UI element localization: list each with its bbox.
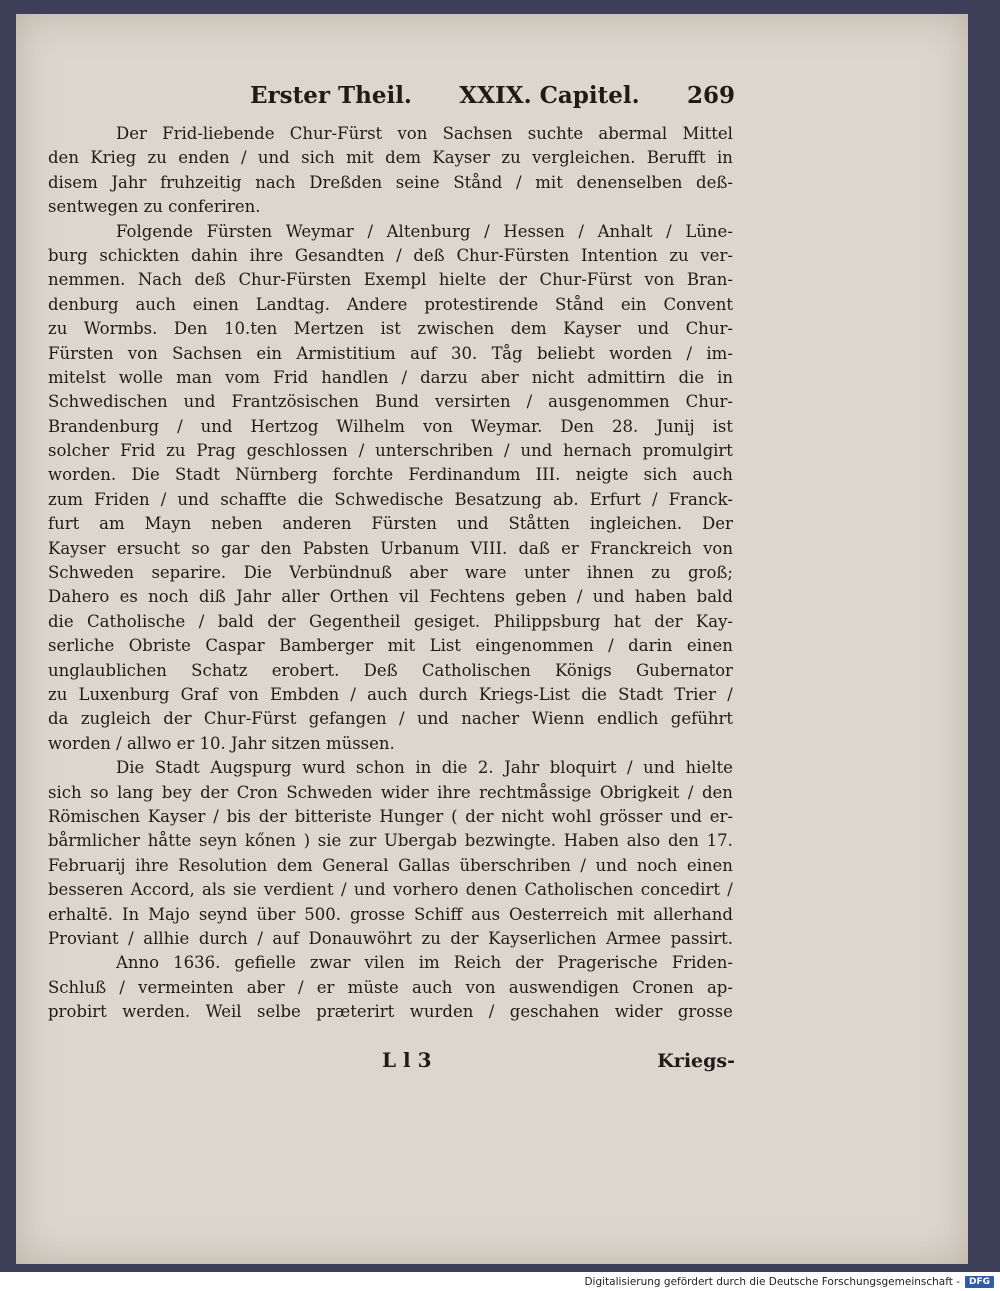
signature-mark: L l 3 [382,1048,432,1072]
text-line: Die Stadt Augspurg wurd schon in die 2. Jahr bloquirt / und hielte [116,758,733,778]
text-line: sich so lang bey der Cron Schweden wider ihre rechtmåssige Obrigkeit / den [48,782,733,802]
text-line: probirt werden. Weil selbe præterirt wurden / geschahen wider grosse [48,1002,733,1022]
text-line: Dahero es noch diß Jahr aller Orthen vil Fechtens geben / und haben bald [48,587,733,607]
header-chapter: XXIX. Capitel. [459,82,640,109]
text-line: furt am Mayn neben anderen Fürsten und Ståtten ingleichen. Der [48,514,733,534]
text-line: Der Frid-liebende Chur-Fürst von Sachsen suchte abermal Mittel [116,124,733,143]
text-line: Kayser ersucht so gar den Pabsten Urbanum VIII. daß er Franckreich von [48,538,733,558]
running-header [250,82,735,116]
text-line: solcher Frid zu Prag geschlossen / unterschriben / und hernach promulgirt [48,441,733,461]
text-line: denburg auch einen Landtag. Andere protestirende Stånd ein Convent [48,294,733,314]
catchword: Kriegs- [657,1050,735,1072]
text-line: Römischen Kayser / bis der bitteriste Hunger ( der nicht wohl grösser und er- [48,806,733,826]
text-line: unglaublichen Schatz erobert. Deß Catholischen Königs Gubernator [48,660,733,680]
text-line: Schluß / vermeinten aber / er müste auch von auswendigen Cronen ap- [48,977,733,997]
text-line: mitelst wolle man vom Frid handlen / darzu aber nicht admittirn die in [48,367,733,387]
text-line: Brandenburg / und Hertzog Wilhelm von Weymar. Den 28. Junij ist [48,416,733,436]
text-line: zum Friden / und schaffte die Schwedische Besatzung ab. Erfurt / Franck- [48,489,733,509]
text-line: Anno 1636. gefielle zwar vilen im Reich der Pragerische Friden- [116,953,733,973]
text-line: Fürsten von Sachsen ein Armistitium auf 30. Tåg beliebt worden / im- [48,343,733,363]
text-line: serliche Obriste Caspar Bamberger mit List eingenommen / darin einen [48,636,733,656]
text-line: Schwedischen und Frantzösischen Bund versirten / ausgenommen Chur- [48,392,733,412]
text-line: da zugleich der Chur-Fürst gefangen / und nacher Wienn endlich geführt [48,709,733,729]
text-line: Proviant / allhie durch / auf Donauwöhrt zu der Kayserlichen Armee passirt. [48,928,733,948]
text-line: worden. Die Stadt Nürnberg forchte Ferdinandum III. neigte sich auch [48,465,733,485]
footer-bar [0,1272,1000,1291]
text-line: bårmlicher håtte seyn kőnen ) sie zur Ubergab bezwingte. Haben also den 17. [48,831,733,851]
text-line: worden / allwo er 10. Jahr sitzen müssen. [48,733,395,753]
footer-credit: Digitalisierung gefördert durch die Deutsche Forschungsgemeinschaft - [584,1275,960,1288]
text-line: disem Jahr fruhzeitig nach Dreßden seine Stånd / mit denenselben deß- [48,172,733,192]
body-text [48,122,733,1024]
text-line: sentwegen zu conferiren. [48,197,261,217]
text-line: zu Luxenburg Graf von Embden / auch durch Kriegs-List die Stadt Trier / [48,684,733,704]
text-line: burg schickten dahin ihre Gesandten / deß Chur-Fürsten Intention zu ver- [48,245,733,265]
text-line: Februarij ihre Resolution dem General Gallas überschriben / und noch einen [48,855,733,875]
text-line: Schweden separire. Die Verbündnuß aber ware unter ihnen zu groß; [48,563,733,583]
text-line: besseren Accord, als sie verdient / und vorhero denen Catholischen concedirt / [48,880,733,900]
dfg-logo-icon: DFG [965,1276,994,1288]
text-line: Folgende Fürsten Weymar / Altenburg / Hessen / Anhalt / Lüne- [116,221,733,241]
text-line: die Catholische / bald der Gegentheil gesiget. Philippsburg hat der Kay- [48,611,733,631]
page-number: 269 [686,82,735,109]
header-part: Erster Theil. [250,82,412,109]
text-line: nemmen. Nach deß Chur-Fürsten Exempl hielte der Chur-Fürst von Bran- [48,270,733,290]
text-line: den Krieg zu enden / und sich mit dem Kayser zu vergleichen. Berufft in [48,148,733,168]
text-line: erhaltē. In Majo seynd über 500. grosse Schiff aus Oesterreich mit allerhand [48,904,733,924]
text-line: zu Wormbs. Den 10.ten Mertzen ist zwischen dem Kayser und Chur- [48,319,733,339]
